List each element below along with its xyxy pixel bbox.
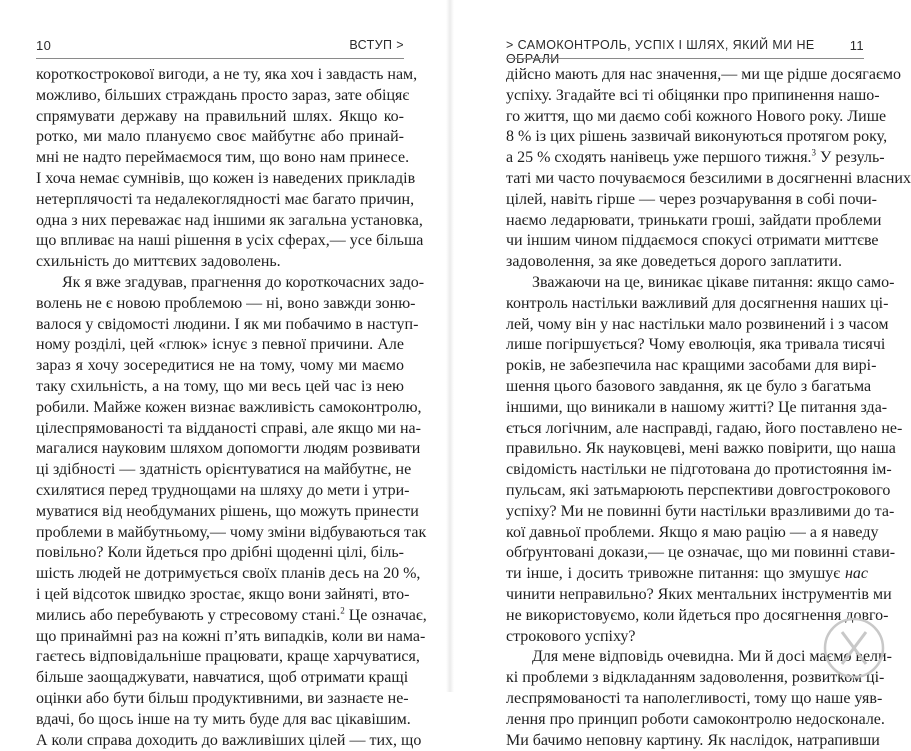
- text-line: [506, 419, 868, 440]
- text-line: [36, 315, 404, 336]
- line-text: зараз я хочу зосередитися не на тому, чому ми маємо: [36, 357, 404, 374]
- line-text: задоволення, за яке доведеться дорого заплатити.: [506, 253, 842, 270]
- line-text: чи іншим чином піддаємося спокусі отримати миттєве: [506, 232, 879, 249]
- line-text: таку схильність, а на тому, що ми весь цей час із нею: [36, 378, 404, 395]
- text-line: [506, 543, 868, 564]
- line-text: пульсам, які затьмарюють перспективи довгострокового: [506, 482, 890, 499]
- right-header-rule: [506, 58, 864, 59]
- text-line: [36, 731, 404, 751]
- text-line: [36, 710, 404, 731]
- line-text: свідомість настільки не підготована до протистояння ім-: [506, 461, 892, 478]
- line-text: ротко, ми мало плануємо своє майбутнє або принай-: [36, 128, 404, 145]
- text-line: [506, 439, 868, 460]
- x-logo-icon: [822, 616, 886, 680]
- line-text: повільно? Коли йдеться про дрібні щоденні цілі, біль-: [36, 544, 404, 561]
- text-line: [36, 294, 404, 315]
- line-text: чинити неправильно? Яких ментальних інструментів ми: [506, 586, 892, 603]
- text-line: [506, 231, 868, 252]
- line-text: можливо, більших страждань просто зараз, затe обіцяє: [36, 87, 409, 104]
- line-text: ється логічним, але насправді, гадаю, його поставлено не-: [506, 420, 902, 437]
- text-line: [36, 252, 404, 273]
- line-text: Зважаючи на це, виникає цікаве питання: якщо само-: [532, 274, 895, 291]
- line-text-continued: У резуль-: [816, 149, 885, 166]
- line-text: мні не надто переймаємося тим, що воно нам принесе.: [36, 149, 409, 166]
- left-page: [0, 0, 450, 692]
- text-line: [506, 65, 868, 86]
- text-line: [506, 294, 868, 315]
- left-running-head: ВСТУП >: [349, 38, 404, 52]
- line-text: Для мене відповідь очевидна. Ми й досі маємо вели-: [532, 648, 892, 665]
- text-line: [36, 107, 404, 128]
- text-line: [36, 335, 404, 356]
- text-line: [506, 356, 868, 377]
- line-text: муватися від необдуманих рішень, що можуть принести: [36, 503, 419, 520]
- text-line: [36, 190, 404, 211]
- line-text: лише погіршується? Чому еволюція, яка тривала тисячі: [506, 336, 885, 353]
- text-line: [506, 335, 868, 356]
- text-line: [36, 481, 404, 502]
- right-running-head: > САМОКОНТРОЛЬ, УСПІХ І ШЛЯХ, ЯКИЙ МИ НЕ ОБРАЛИ: [506, 38, 864, 66]
- line-text: наємо ледарювати, тринькати гроші, зайдати проблеми: [506, 212, 881, 229]
- line-text: строкового успіху?: [506, 628, 635, 645]
- line-text: дійсно мають для нас значення,— ми ще рідше досягаємо: [506, 66, 901, 83]
- right-page-number: 11: [850, 38, 864, 53]
- text-line: [36, 398, 404, 419]
- left-header-rule: [36, 58, 404, 59]
- right-page-header: [506, 38, 864, 54]
- text-line: [36, 148, 404, 169]
- line-text: го життя, що ми даємо собі кожного Нового року. Лише: [506, 108, 886, 125]
- text-line: [506, 398, 868, 419]
- line-text: успіху? Ми не повинні бути настільки вразливими до та-: [506, 503, 894, 520]
- text-line: [506, 377, 868, 398]
- left-page-header: [36, 38, 404, 54]
- text-line: [36, 523, 404, 544]
- line-text: нетерплячості та недалекоглядності має багато причин,: [36, 191, 414, 208]
- text-line: [36, 65, 404, 86]
- line-text: ти інше, і досить тривожне питання: що змушує: [506, 565, 845, 582]
- line-text: ці здібності — здатність орієнтуватися на майбутнє, не: [36, 461, 411, 478]
- text-line: [506, 585, 868, 606]
- line-text: кої давньої проблеми. Якщо я маю рацію — а я наведу: [506, 524, 878, 541]
- left-page-number: 10: [36, 38, 51, 53]
- right-page: [450, 0, 900, 692]
- text-line: [506, 710, 868, 731]
- line-text: лей, чому він у нас настільки мало розвинений і з часом: [506, 316, 889, 333]
- text-line: [506, 460, 868, 481]
- text-line: [36, 169, 404, 190]
- text-line: [506, 315, 868, 336]
- line-text: А коли справа доходить до важливіших цілей — тих, що: [36, 732, 421, 749]
- line-text-continued: Це означає,: [345, 607, 427, 624]
- text-line: [506, 689, 868, 710]
- line-text: таті ми часто почуваємося безсилими в досягненні власних: [506, 170, 911, 187]
- text-line: [36, 356, 404, 377]
- text-line: [36, 564, 404, 585]
- text-line: [506, 211, 868, 232]
- line-text: одна з них переважає над іншими як загальна установка,: [36, 212, 423, 229]
- text-line: [36, 627, 404, 648]
- text-line: [36, 211, 404, 232]
- line-text: іншими, що виникали в нашому житті? Це питання зда-: [506, 399, 887, 416]
- text-line: [36, 273, 404, 294]
- line-text: магалися науковим шляхом допомогти людям розвивати: [36, 440, 420, 457]
- left-page-text: [36, 65, 404, 751]
- text-line: [36, 419, 404, 440]
- text-line: [36, 127, 404, 148]
- text-line: [506, 502, 868, 523]
- text-line: [506, 169, 868, 190]
- line-text: ному розділі, цей «глюк» існує з певної причини. Але: [36, 336, 404, 353]
- line-text: короткострокової вигоди, а не ту, яка хоч і завдасть нам,: [36, 66, 417, 83]
- line-text: схилятися перед труднощами на шляху до мети і утри-: [36, 482, 409, 499]
- line-text: лення про принцип роботи самоконтролю недосконале.: [506, 711, 885, 728]
- line-text: обґрунтовані докази,— це означає, що ми повинні стави-: [506, 544, 895, 561]
- line-text: успіху. Згадайте всі ті обіцянки про припинення нашо-: [506, 87, 880, 104]
- right-page-text: [506, 65, 868, 751]
- text-line: [506, 668, 868, 689]
- text-line: [36, 585, 404, 606]
- line-text: цілей, навіть гірше — через розчарування в собі почи-: [506, 191, 877, 208]
- line-text: 8 % із цих рішень зазвичай виконуються протягом року,: [506, 128, 887, 145]
- text-line: [506, 606, 868, 627]
- text-line: [36, 377, 404, 398]
- text-line: [506, 273, 868, 294]
- line-text: Як я вже згадував, прагнення до короткочасних задо-: [62, 274, 424, 291]
- text-line: [506, 107, 868, 128]
- line-text: цілеспрямованості та відданості справі, але якщо ми на-: [36, 420, 421, 437]
- text-line: [506, 148, 868, 169]
- italic-emphasis: нас: [845, 565, 868, 582]
- line-text: оцінки або бути більш продуктивними, ви зазнаєте не-: [36, 690, 409, 707]
- text-line: [506, 523, 868, 544]
- line-text: кі проблеми з відкладанням задоволення, розвитком ці-: [506, 669, 884, 686]
- text-line: [36, 668, 404, 689]
- line-text: правильно. Як науковцеві, мені важко повірити, що наша: [506, 440, 896, 457]
- footnote-marker: 2: [340, 605, 345, 615]
- line-text: схильність до миттєвих задоволень.: [36, 253, 281, 270]
- line-text: гаєтесь відповідальніше працювати, краще харчуватися,: [36, 648, 420, 665]
- text-line: [36, 86, 404, 107]
- line-text: а 25 % сходять нанівець уже першого тижня.: [506, 149, 812, 166]
- text-line: [36, 543, 404, 564]
- text-line: [506, 647, 868, 668]
- line-text: мились або перебувають у стресовому стані.: [36, 607, 340, 624]
- line-text: більше заощаджувати, навчатися, щоб отримати кращі: [36, 669, 408, 686]
- line-text: леспрямованості та наполегливості, тому що наше уяв-: [506, 690, 882, 707]
- line-text: і цей відсоток швидко зростає, якщо вони зайняті, вто-: [36, 586, 409, 603]
- text-line: [506, 127, 868, 148]
- line-text: валося у свідомості людини. І як ми побачимо в наступ-: [36, 316, 418, 333]
- line-text: шість людей не дотримується своїх планів десь на 20 %,: [36, 565, 420, 582]
- line-text: Ми бачимо неповну картину. Як наслідок, натрапивши: [506, 732, 880, 749]
- text-line: [506, 481, 868, 502]
- line-text: що впливає на наші рішення в усіх сферах,— усе більша: [36, 232, 423, 249]
- line-text: шення цього базового завдання, як це було з багатьма: [506, 378, 871, 395]
- line-text: що принаймні раз на кожні п’ять випадків, коли ви нама-: [36, 628, 425, 645]
- text-line: [506, 731, 868, 751]
- line-text: вдачі, бо щось інше на ту мить буде для вас цікавішим.: [36, 711, 411, 728]
- line-text: робили. Майже кожен визнає важливість самоконтролю,: [36, 399, 422, 416]
- text-line: [36, 439, 404, 460]
- line-text: спрямувати державу на правильний шлях. Якщо ко-: [36, 108, 404, 125]
- text-line: [506, 86, 868, 107]
- text-line: [36, 647, 404, 668]
- line-text: волень не є новою проблемою — ні, воно завжди зоню-: [36, 295, 416, 312]
- text-line: [506, 627, 868, 648]
- line-text: І хоча немає сумнівів, що кожен із наведених прикладів: [36, 170, 415, 187]
- line-text: не використовуємо, коли йдеться про досягнення довго-: [506, 607, 889, 624]
- line-text: контроль настільки важливий для досягнення наших ці-: [506, 295, 888, 312]
- line-text: проблеми в майбутньому,— чому зміни відбуваються так: [36, 524, 426, 541]
- text-line: [506, 252, 868, 273]
- text-line: [36, 606, 404, 627]
- text-line: [506, 564, 868, 585]
- text-line: [36, 231, 404, 252]
- text-line: [36, 460, 404, 481]
- text-line: [506, 190, 868, 211]
- text-line: [36, 689, 404, 710]
- line-text: років, не забезпечила нас кращими засобами для вирі-: [506, 357, 876, 374]
- footnote-marker: 3: [812, 148, 817, 158]
- text-line: [36, 502, 404, 523]
